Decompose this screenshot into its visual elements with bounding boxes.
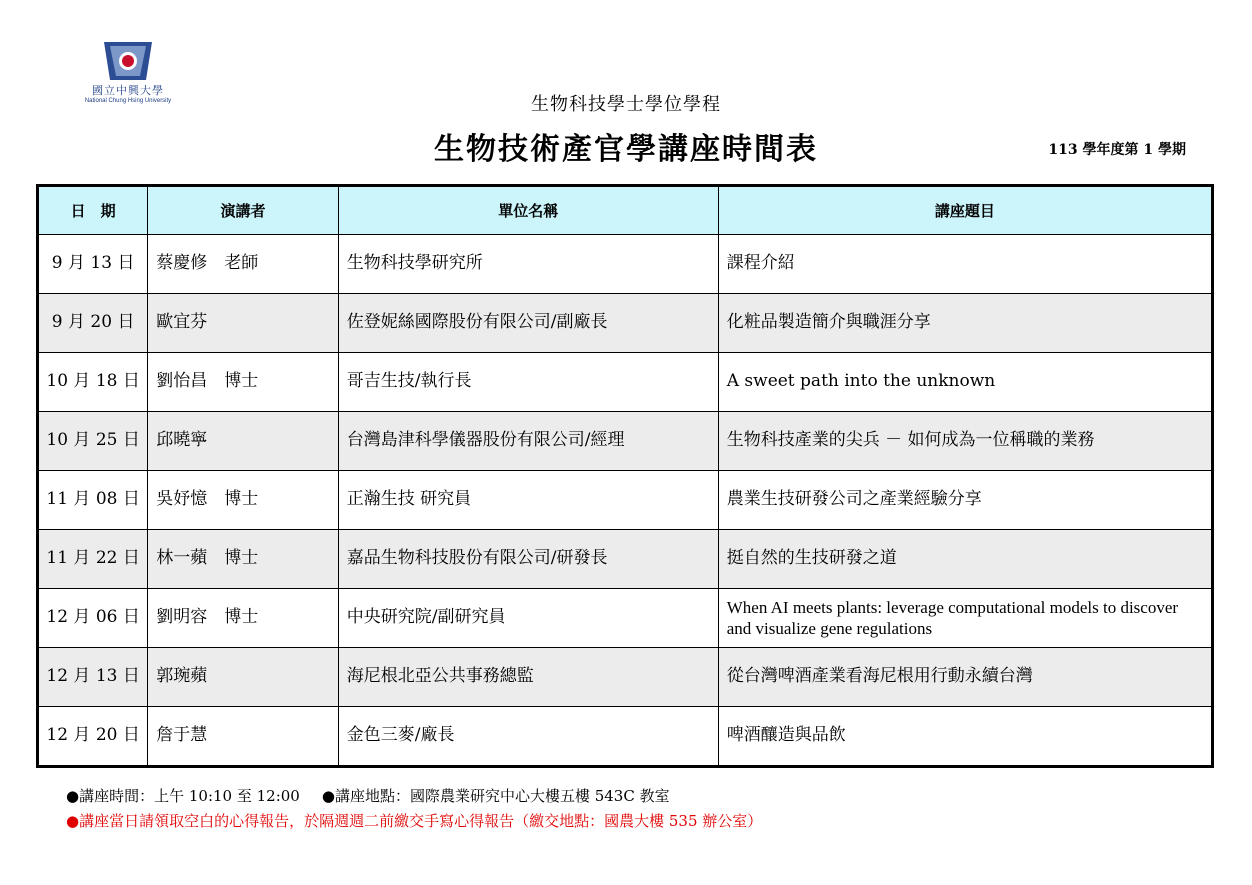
lecture-unit: 哥吉生技/執行長: [338, 353, 718, 412]
report-reminder-note: ●講座當日請領取空白的心得報告，於隔週週二前繳交手寫心得報告（繳交地點：國農大樓 535 辦公室）: [66, 812, 763, 830]
university-emblem-icon: [100, 40, 156, 84]
lecture-topic: 課程介紹: [718, 235, 1212, 294]
column-header-topic: 講座題目: [718, 186, 1212, 235]
lecture-location-note: ●講座地點：國際農業研究中心大樓五樓 543C 教室: [321, 787, 670, 805]
lecture-unit: 台灣島津科學儀器股份有限公司/經理: [338, 412, 718, 471]
lecture-date: 10 月 18 日: [38, 353, 148, 412]
table-row: [38, 707, 1213, 767]
lecture-unit: 嘉品生物科技股份有限公司/研發長: [338, 530, 718, 589]
lecture-unit: 中央研究院/副研究員: [338, 589, 718, 648]
lecture-schedule-table: [36, 184, 1214, 768]
table-row: [38, 412, 1213, 471]
semester-label: 113 學年度第 1 學期: [1048, 142, 1186, 158]
table-row: [38, 648, 1213, 707]
lecture-info-note: [66, 785, 670, 806]
page-title: 生物技術產官學講座時間表: [434, 132, 818, 167]
column-header-date: 日 期: [38, 186, 148, 235]
lecture-speaker: 邱曉寧: [148, 412, 338, 471]
lecture-unit: 佐登妮絲國際股份有限公司/副廠長: [338, 294, 718, 353]
logo-english-name: National Chung Hsing University: [84, 98, 172, 104]
column-header-unit: 單位名稱: [338, 186, 718, 235]
lecture-unit: 正瀚生技 研究員: [338, 471, 718, 530]
lecture-speaker: 劉怡昌 博士: [148, 353, 338, 412]
lecture-topic: 挺自然的生技研發之道: [718, 530, 1212, 589]
table-row: [38, 294, 1213, 353]
lecture-speaker: 吳妤憶 博士: [148, 471, 338, 530]
lecture-unit: 生物科技學研究所: [338, 235, 718, 294]
lecture-date: 9 月 20 日: [38, 294, 148, 353]
lecture-topic: 化粧品製造簡介與職涯分享: [718, 294, 1212, 353]
lecture-topic: A sweet path into the unknown: [718, 353, 1212, 412]
table-row: [38, 589, 1213, 648]
lecture-unit: 金色三麥/廠長: [338, 707, 718, 767]
lecture-topic: 生物科技產業的尖兵 － 如何成為一位稱職的業務: [718, 412, 1212, 471]
table-row: [38, 235, 1213, 294]
lecture-date: 12 月 20 日: [38, 707, 148, 767]
logo-chinese-name: 國立中興大學: [92, 84, 164, 97]
lecture-speaker: 郭琬蘋: [148, 648, 338, 707]
lecture-speaker: 劉明容 博士: [148, 589, 338, 648]
lecture-unit: 海尼根北亞公共事務總監: [338, 648, 718, 707]
lecture-date: 12 月 06 日: [38, 589, 148, 648]
lecture-speaker: 歐宜芬: [148, 294, 338, 353]
lecture-speaker: 林一蘋 博士: [148, 530, 338, 589]
lecture-date: 10 月 25 日: [38, 412, 148, 471]
table-row: [38, 353, 1213, 412]
lecture-date: 9 月 13 日: [38, 235, 148, 294]
lecture-date: 11 月 22 日: [38, 530, 148, 589]
program-name: 生物科技學士學位學程: [531, 94, 721, 115]
lecture-time-note: ●講座時間：上午 10:10 至 12:00: [66, 787, 300, 805]
table-row: [38, 471, 1213, 530]
lecture-date: 12 月 13 日: [38, 648, 148, 707]
lecture-topic: 農業生技研發公司之產業經驗分享: [718, 471, 1212, 530]
lecture-speaker: 詹于慧: [148, 707, 338, 767]
column-header-speaker: 演講者: [148, 186, 338, 235]
table-header-row: [38, 186, 1213, 235]
lecture-speaker: 蔡慶修 老師: [148, 235, 338, 294]
lecture-topic: 從台灣啤酒產業看海尼根用行動永續台灣: [718, 648, 1212, 707]
lecture-date: 11 月 08 日: [38, 471, 148, 530]
lecture-topic: 啤酒釀造與品飲: [718, 707, 1212, 767]
lecture-topic: When AI meets plants: leverage computational models to discover and visualize gene regulations: [718, 589, 1212, 648]
table-row: [38, 530, 1213, 589]
